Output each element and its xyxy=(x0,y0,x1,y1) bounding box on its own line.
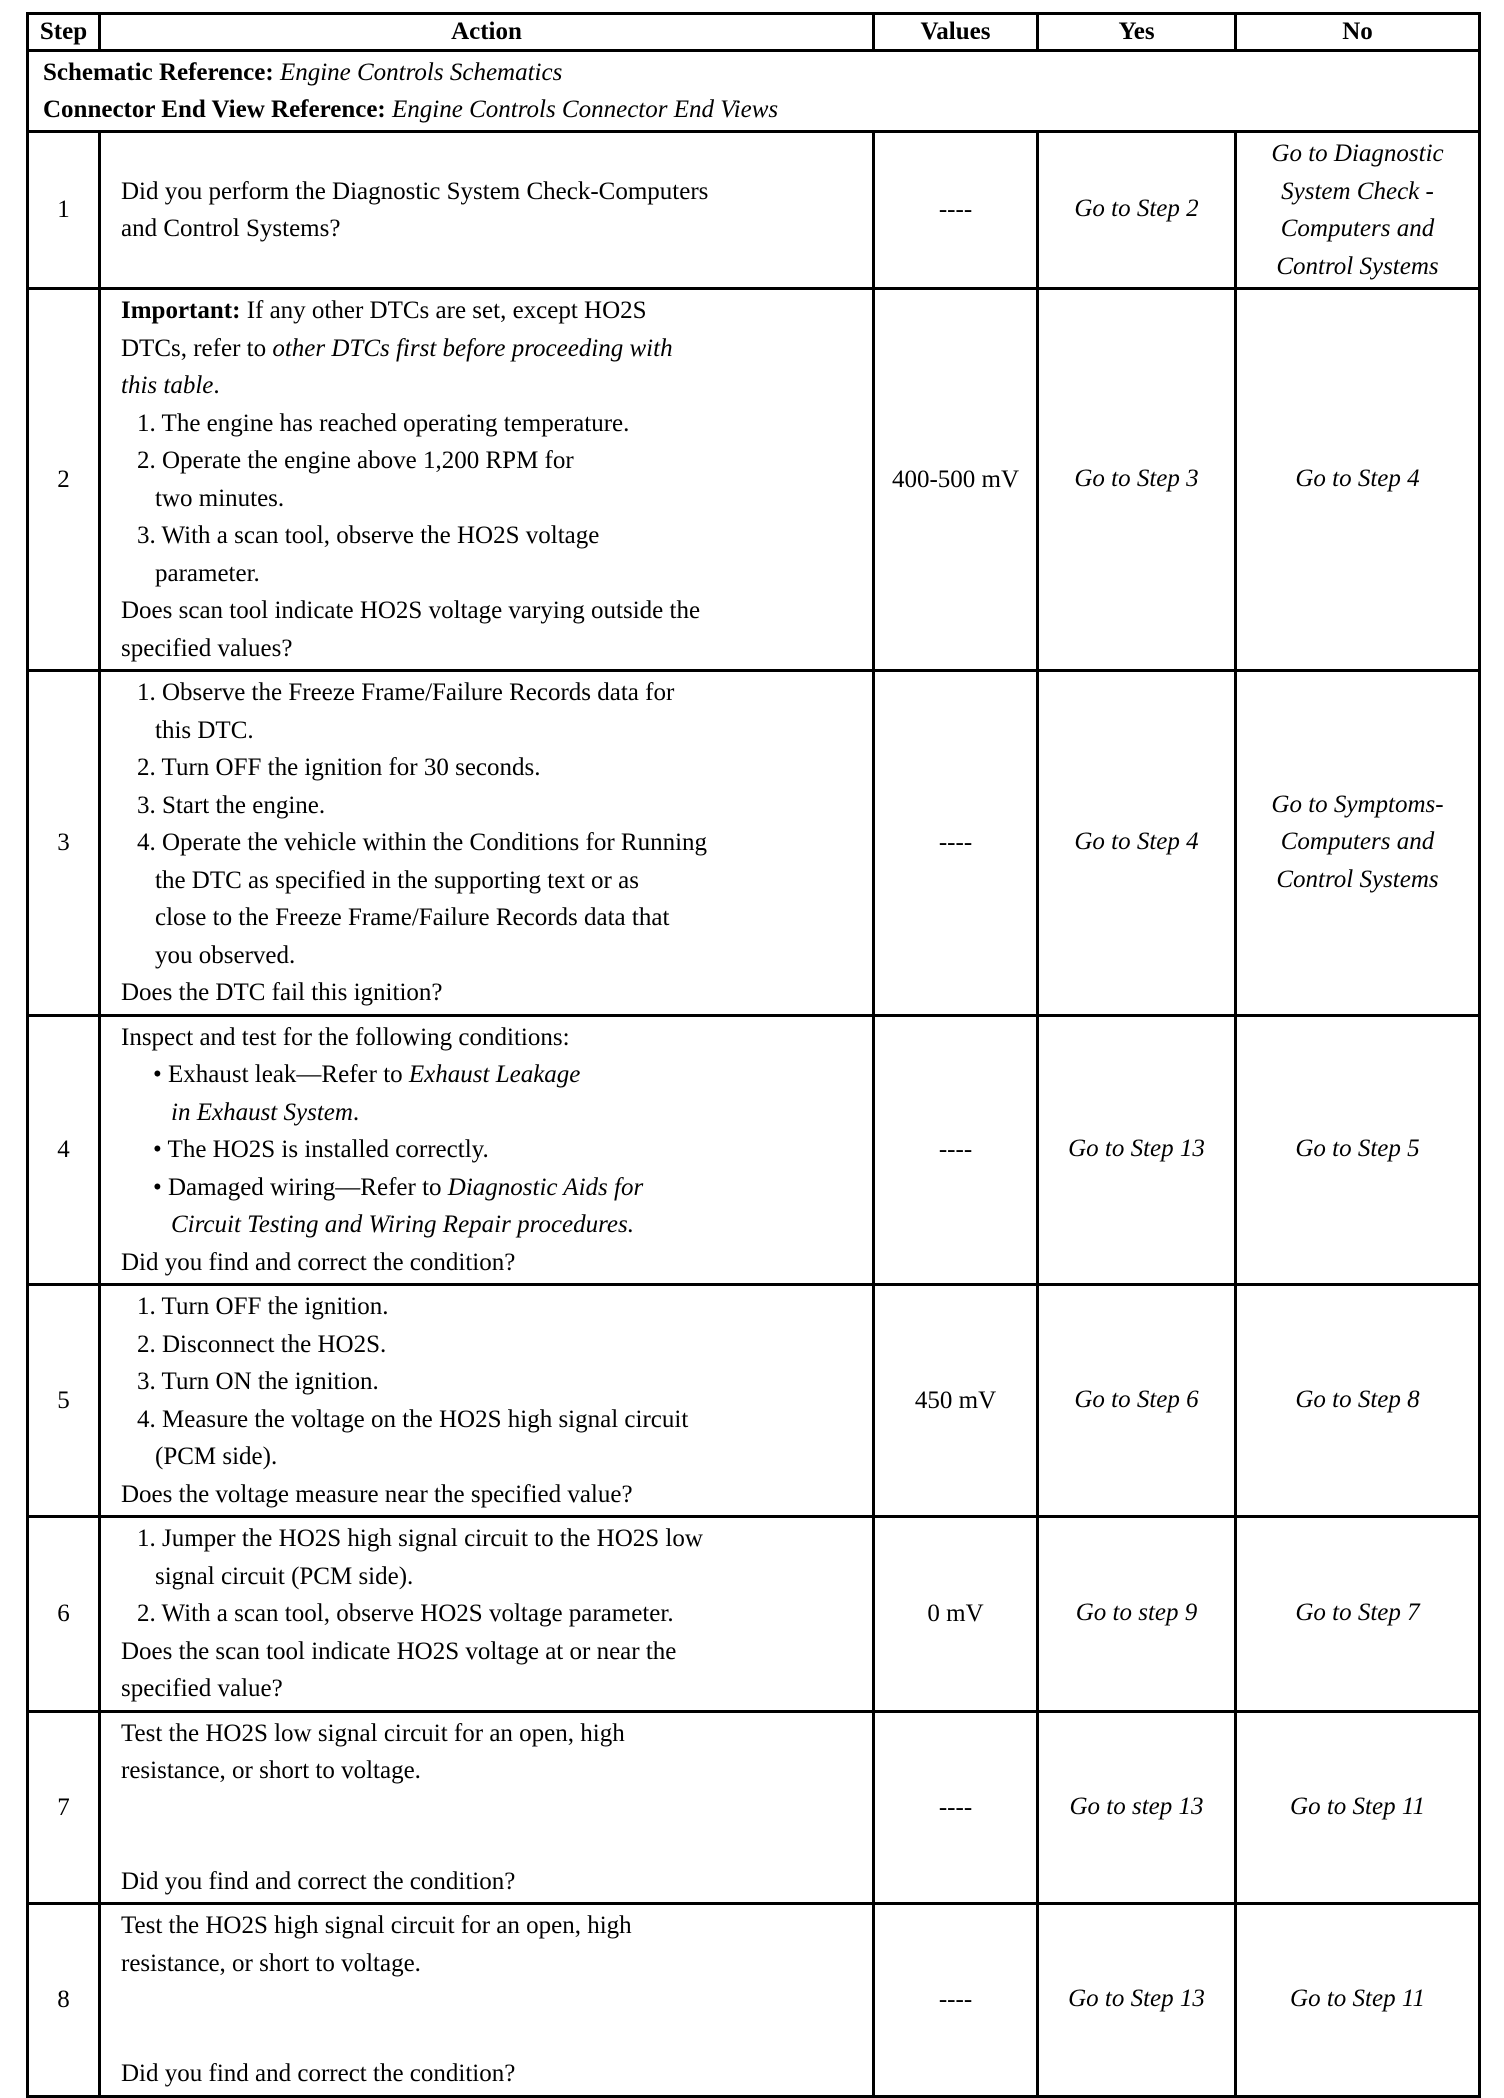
no-link[interactable]: Go to Step 11 xyxy=(1236,1904,1480,2097)
step-number: 7 xyxy=(28,1711,100,1904)
bullet-text: • Damaged wiring—Refer to xyxy=(153,1173,448,1201)
yes-link[interactable]: Go to Step 4 xyxy=(1038,671,1236,1016)
header-action: Action xyxy=(100,14,874,51)
header-no: No xyxy=(1236,14,1480,51)
condition-bullet xyxy=(121,1056,864,1094)
step-row-2 xyxy=(28,289,1480,671)
step-row-1 xyxy=(28,132,1480,289)
step-row-7 xyxy=(28,1711,1480,1904)
step-value: ---- xyxy=(874,1015,1038,1285)
step-number: 6 xyxy=(28,1517,100,1712)
step-question: Did you find and correct the condition? xyxy=(121,1248,516,1276)
procedure-item: 4. Measure the voltage on the HO2S high signal circuit xyxy=(137,1405,689,1433)
diagnostic-aids-link[interactable]: Diagnostic Aids for xyxy=(447,1173,644,1201)
important-text: DTCs, refer to xyxy=(121,334,273,362)
step-question: Does the scan tool indicate HO2S voltage at or near the xyxy=(121,1637,677,1665)
no-link-line: Go to Diagnostic xyxy=(1271,140,1444,167)
step-question: Does the DTC fail this ignition? xyxy=(121,979,443,1006)
action-line: Did you perform the Diagnostic System Check-Computers xyxy=(121,177,709,205)
important-note-line xyxy=(121,367,864,405)
reference-cell xyxy=(28,51,1480,132)
step-row-6 xyxy=(28,1517,1480,1712)
schematic-reference xyxy=(43,54,1464,91)
yes-link[interactable]: Go to Step 13 xyxy=(1038,1015,1236,1285)
step-row-5 xyxy=(28,1285,1480,1517)
step-value: ---- xyxy=(874,132,1038,289)
schematic-reference-link[interactable]: Engine Controls Schematics xyxy=(279,59,563,86)
procedure-item-continued: parameter. xyxy=(155,559,260,587)
step-action xyxy=(100,1904,874,2097)
procedure-item: 3. Start the engine. xyxy=(137,791,326,819)
no-link[interactable]: Go to Step 11 xyxy=(1236,1711,1480,1904)
action-line: Test the HO2S high signal circuit for an open, high xyxy=(121,1912,632,1939)
bullet-text: . xyxy=(352,1098,360,1126)
step-number: 4 xyxy=(28,1015,100,1285)
no-link-line: System Check - xyxy=(1281,177,1434,205)
step-number: 1 xyxy=(28,132,100,289)
important-note xyxy=(121,292,864,330)
header-values: Values xyxy=(874,14,1038,51)
no-link[interactable] xyxy=(1236,671,1480,1016)
action-line: resistance, or short to voltage. xyxy=(121,1949,421,1977)
yes-link[interactable]: Go to Step 6 xyxy=(1038,1285,1236,1517)
no-link-line: Control Systems xyxy=(1276,865,1439,893)
yes-link[interactable]: Go to Step 3 xyxy=(1038,289,1236,671)
header-row xyxy=(28,14,1480,51)
diagnostic-table xyxy=(26,12,1481,2098)
condition-bullet-continued xyxy=(121,1094,864,1132)
step-action xyxy=(100,1285,874,1517)
important-text: If any other DTCs are set, except HO2S xyxy=(246,297,647,324)
condition-bullet: • The HO2S is installed correctly. xyxy=(153,1136,489,1163)
step-question: Did you find and correct the condition? xyxy=(121,2060,516,2087)
important-link[interactable]: this table xyxy=(121,372,214,399)
yes-link[interactable]: Go to Step 13 xyxy=(1038,1904,1236,2097)
step-question: Does the voltage measure near the specified value? xyxy=(121,1480,633,1508)
step-number: 2 xyxy=(28,289,100,671)
step-question: Does scan tool indicate HO2S voltage varying outside the xyxy=(121,597,701,624)
step-value: ---- xyxy=(874,671,1038,1016)
step-question: specified value? xyxy=(121,1675,283,1702)
action-line: Inspect and test for the following conditions: xyxy=(121,1023,570,1051)
procedure-item: 1. The engine has reached operating temperature. xyxy=(137,409,630,437)
procedure-item: 1. Jumper the HO2S high signal circuit to the HO2S low xyxy=(137,1525,703,1552)
procedure-item: 3. Turn ON the ignition. xyxy=(137,1368,379,1395)
header-yes: Yes xyxy=(1038,14,1236,51)
procedure-item-continued: the DTC as specified in the supporting text or as xyxy=(155,866,639,894)
important-label: Important: xyxy=(121,297,241,324)
no-link[interactable]: Go to Step 7 xyxy=(1236,1517,1480,1712)
procedure-item: 1. Turn OFF the ignition. xyxy=(137,1293,389,1320)
procedure-item: 3. With a scan tool, observe the HO2S voltage xyxy=(137,522,600,549)
procedure-item: 2. Operate the engine above 1,200 RPM for xyxy=(137,447,574,474)
procedure-item: 4. Operate the vehicle within the Conditions for Running xyxy=(137,829,708,856)
step-question: specified values? xyxy=(121,634,293,662)
important-note-line xyxy=(121,330,864,368)
step-action xyxy=(100,132,874,289)
step-number: 3 xyxy=(28,671,100,1016)
condition-bullet xyxy=(121,1169,864,1207)
procedure-item-continued: (PCM side). xyxy=(155,1443,278,1470)
procedure-item: 2. Disconnect the HO2S. xyxy=(137,1330,387,1358)
step-action xyxy=(100,289,874,671)
action-line: and Control Systems? xyxy=(121,215,341,242)
step-value: ---- xyxy=(874,1904,1038,2097)
bullet-text: • Exhaust leak—Refer to xyxy=(153,1061,409,1088)
procedure-item-continued: signal circuit (PCM side). xyxy=(155,1562,414,1590)
no-link[interactable]: Go to Step 4 xyxy=(1236,289,1480,671)
procedure-item: 2. Turn OFF the ignition for 30 seconds. xyxy=(137,754,541,781)
no-link-line: Computers and xyxy=(1280,215,1435,242)
step-value: ---- xyxy=(874,1711,1038,1904)
connector-reference xyxy=(43,91,1464,128)
connector-reference-link[interactable]: Engine Controls Connector End Views xyxy=(392,96,779,123)
no-link[interactable]: Go to Step 5 xyxy=(1236,1015,1480,1285)
no-link[interactable]: Go to Step 8 xyxy=(1236,1285,1480,1517)
exhaust-leakage-link[interactable]: Exhaust Leakage xyxy=(408,1061,581,1088)
yes-link[interactable]: Go to Step 2 xyxy=(1038,132,1236,289)
step-value: 450 mV xyxy=(874,1285,1038,1517)
no-link-line: Control Systems xyxy=(1276,252,1439,280)
yes-link[interactable]: Go to step 9 xyxy=(1038,1517,1236,1712)
step-number: 5 xyxy=(28,1285,100,1517)
yes-link[interactable]: Go to step 13 xyxy=(1038,1711,1236,1904)
step-value: 400-500 mV xyxy=(874,289,1038,671)
action-line: Test the HO2S low signal circuit for an open, high xyxy=(121,1719,625,1747)
step-row-3 xyxy=(28,671,1480,1016)
procedure-item-continued: two minutes. xyxy=(155,484,285,512)
step-value: 0 mV xyxy=(874,1517,1038,1712)
procedure-item-continued: you observed. xyxy=(155,941,296,969)
schematic-reference-label: Schematic Reference: xyxy=(43,59,274,86)
step-action xyxy=(100,1711,874,1904)
connector-reference-label: Connector End View Reference: xyxy=(43,96,386,123)
action-line: resistance, or short to voltage. xyxy=(121,1757,421,1784)
procedure-item: 2. With a scan tool, observe HO2S voltage parameter. xyxy=(137,1600,674,1627)
exhaust-system-link[interactable]: in Exhaust System xyxy=(171,1098,353,1126)
no-link[interactable] xyxy=(1236,132,1480,289)
step-row-8 xyxy=(28,1904,1480,2097)
no-link-line: Go to Symptoms- xyxy=(1271,790,1444,818)
header-step: Step xyxy=(28,14,100,51)
reference-row xyxy=(28,51,1480,132)
wiring-repair-link[interactable]: Circuit Testing and Wiring Repair procedures. xyxy=(171,1211,634,1238)
step-action xyxy=(100,1015,874,1285)
important-text: . xyxy=(213,372,220,399)
step-action xyxy=(100,671,874,1016)
procedure-item-continued: this DTC. xyxy=(155,716,254,744)
procedure-item: 1. Observe the Freeze Frame/Failure Records data for xyxy=(137,679,675,706)
important-link[interactable]: other DTCs first before proceeding with xyxy=(272,334,673,362)
procedure-item-continued: close to the Freeze Frame/Failure Records data that xyxy=(155,904,670,931)
step-row-4 xyxy=(28,1015,1480,1285)
step-question: Did you find and correct the condition? xyxy=(121,1867,516,1895)
step-action xyxy=(100,1517,874,1712)
step-number: 8 xyxy=(28,1904,100,2097)
no-link-line: Computers and xyxy=(1280,828,1435,855)
